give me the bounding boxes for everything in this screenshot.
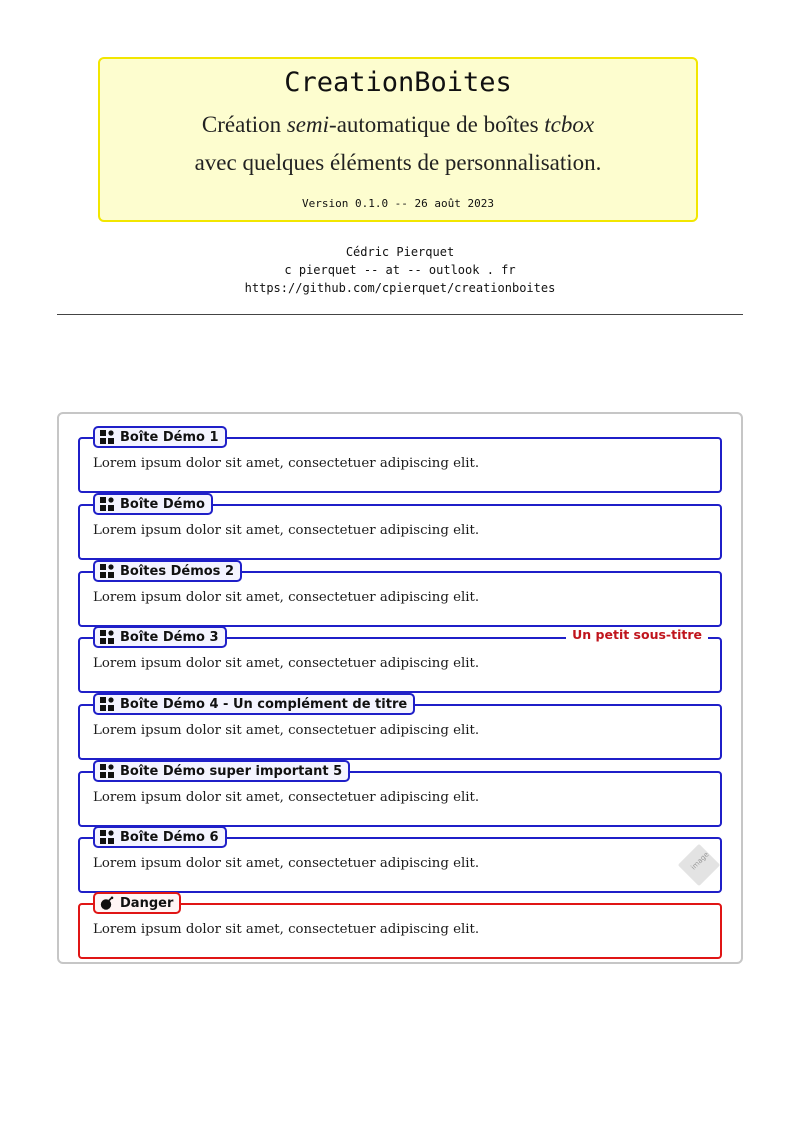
demo-box (78, 426, 722, 493)
puzzle-icon (100, 697, 114, 711)
subtitle-emphasis-tcbox: tcbox (544, 112, 595, 137)
box-title: Boîte Démo 3 (120, 629, 219, 645)
subtitle-text-a: Création (201, 112, 287, 137)
box-subtitle: Un petit sous-titre (566, 627, 708, 642)
box-title-tab (93, 892, 181, 914)
box-body-text: Lorem ipsum dolor sit amet, consectetuer adipiscing elit. (93, 590, 480, 605)
demo-box (78, 493, 722, 560)
title-subtitle-line1 (100, 112, 696, 138)
package-title: CreationBoites (284, 67, 512, 98)
puzzle-icon (100, 830, 114, 844)
box-title: Boîte Démo super important 5 (120, 763, 343, 779)
title-box (98, 57, 698, 222)
demo-box (78, 560, 722, 627)
demo-box (78, 826, 722, 893)
box-body-text: Lorem ipsum dolor sit amet, consectetuer adipiscing elit. (93, 523, 480, 538)
box-title: Boîtes Démos 2 (120, 563, 234, 579)
box-body-text: Lorem ipsum dolor sit amet, consectetuer adipiscing elit. (93, 456, 480, 471)
box-body-text: Lorem ipsum dolor sit amet, consectetuer adipiscing elit. (93, 723, 480, 738)
box-body-text: Lorem ipsum dolor sit amet, consectetuer adipiscing elit. (93, 790, 480, 805)
box-body-text: Lorem ipsum dolor sit amet, consectetuer adipiscing elit. (93, 922, 480, 937)
box-title: Boîte Démo (120, 496, 205, 512)
danger-box (78, 892, 722, 959)
box-title: Boîte Démo 1 (120, 429, 219, 445)
box-title: Boîte Démo 4 - Un complément de titre (120, 696, 408, 712)
subtitle-text-b: -automatique de boîtes (329, 112, 545, 137)
subtitle-emphasis-semi: semi (286, 112, 330, 137)
box-title: Boîte Démo 6 (120, 829, 219, 845)
author-email: c pierquet -- at -- outlook . fr (284, 263, 516, 277)
puzzle-icon (100, 497, 114, 511)
box-body-text: Lorem ipsum dolor sit amet, consectetuer adipiscing elit. (93, 656, 480, 671)
box-title-tab (93, 626, 227, 648)
box-title-tab (93, 760, 350, 782)
puzzle-icon (100, 630, 114, 644)
puzzle-icon (100, 564, 114, 578)
box-title-tab (93, 493, 213, 515)
box-title: Danger (120, 895, 174, 911)
demo-box (78, 626, 722, 693)
bomb-icon (100, 896, 114, 910)
box-title-tab (93, 560, 242, 582)
demo-box (78, 760, 722, 827)
version-line: Version 0.1.0 -- 26 août 2023 (301, 197, 495, 210)
box-title-tab (93, 426, 227, 448)
title-subtitle-line2: avec quelques éléments de personnalisation. (194, 150, 602, 175)
box-title-tab (93, 693, 415, 715)
horizontal-rule (57, 314, 743, 315)
puzzle-icon (100, 430, 114, 444)
box-body-text: Lorem ipsum dolor sit amet, consectetuer adipiscing elit. (93, 856, 480, 871)
box-title-tab (93, 826, 227, 848)
author-url[interactable]: https://github.com/cpierquet/creationboites (244, 281, 556, 295)
image-watermark-label: image (689, 850, 711, 872)
puzzle-icon (100, 764, 114, 778)
demo-box (78, 693, 722, 760)
author-name: Cédric Pierquet (345, 245, 455, 259)
